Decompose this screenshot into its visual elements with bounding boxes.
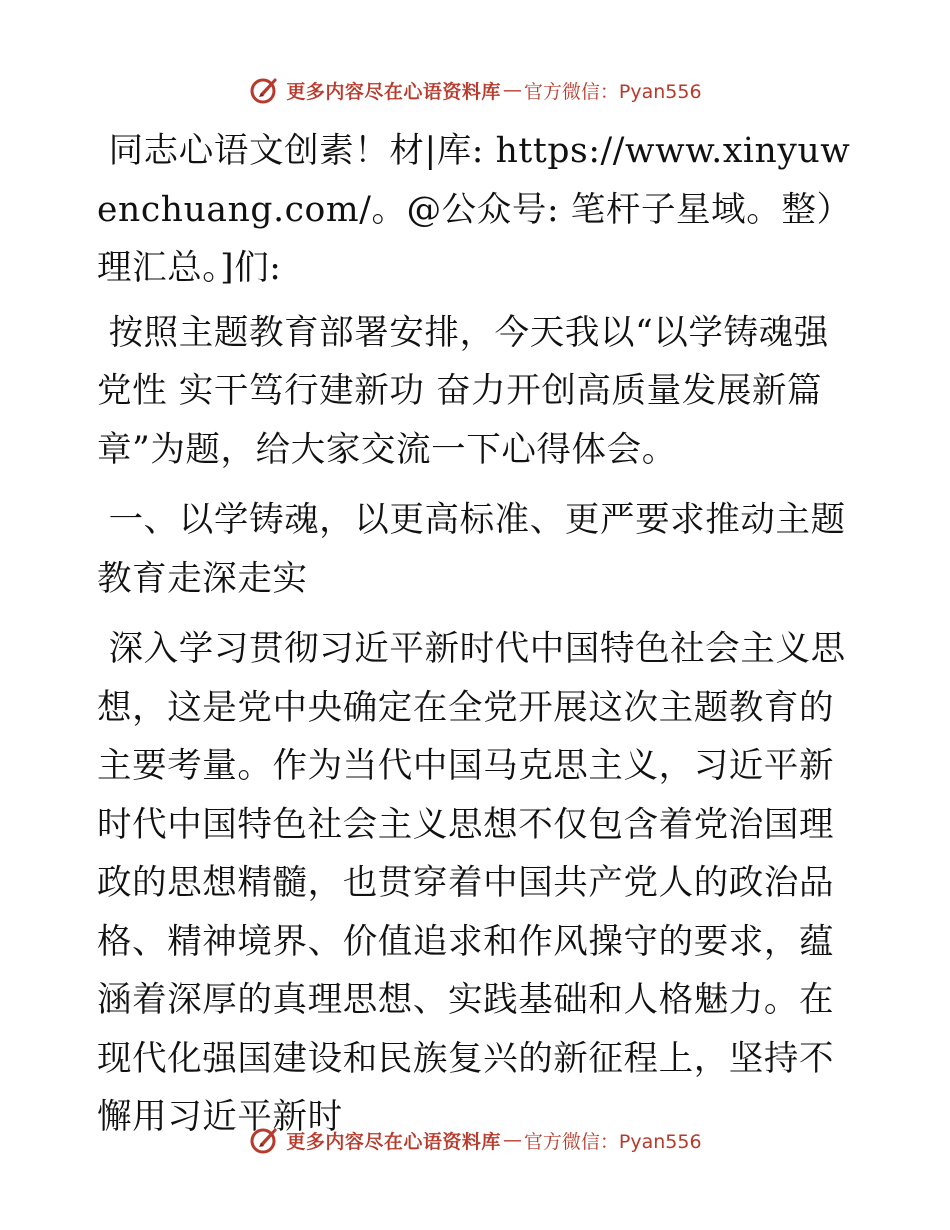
banner-wechat: 官方微信：Pyan556 — [523, 80, 702, 103]
footer-banner — [0, 1120, 950, 1160]
banner-title: 更多内容尽在心语资料库 — [286, 80, 501, 103]
body-paragraph: 深入学习贯彻习近平新时代中国特色社会主义思想，这是党中央确定在全党开展这次主题教育的主要考量。作为当代中国马克思主义，习近平新时代中国特色社会主义思想不仅包含着党治国理政的思想精髓，也贯穿着中国共产党人的政治品格、精神境界、价值追求和作风操守的要求，蕴涵着深厚的真理思想、实践基础和人格魅力。在现代化强国建设和民族复兴的新征程上，坚持不懈用习近平新时 — [97, 629, 846, 1137]
section-heading: 一、以学铸魂，以更高标准、更严要求推动主题教育走深走实 — [97, 500, 846, 599]
intro-paragraph: 同志心语文创素！材|库: https://www.xinyuwenchuang.com/。@公众号: 笔杆子星域。整）理汇总。]们: — [97, 131, 852, 288]
quill-circle-icon — [248, 74, 280, 106]
header-banner — [0, 70, 950, 110]
banner-separator: — — [502, 79, 522, 101]
banner-wechat: 官方微信：Pyan556 — [523, 1130, 702, 1153]
opening-paragraph: 按照主题教育部署安排，今天我以“以学铸魂强党性 实干笃行建新功 奋力开创高质量发展新篇章”为题，给大家交流一下心得体会。 — [97, 312, 829, 470]
document-body — [97, 122, 857, 1159]
quill-circle-icon — [248, 1124, 280, 1156]
banner-separator: — — [502, 1129, 522, 1151]
banner-title: 更多内容尽在心语资料库 — [286, 1130, 501, 1153]
